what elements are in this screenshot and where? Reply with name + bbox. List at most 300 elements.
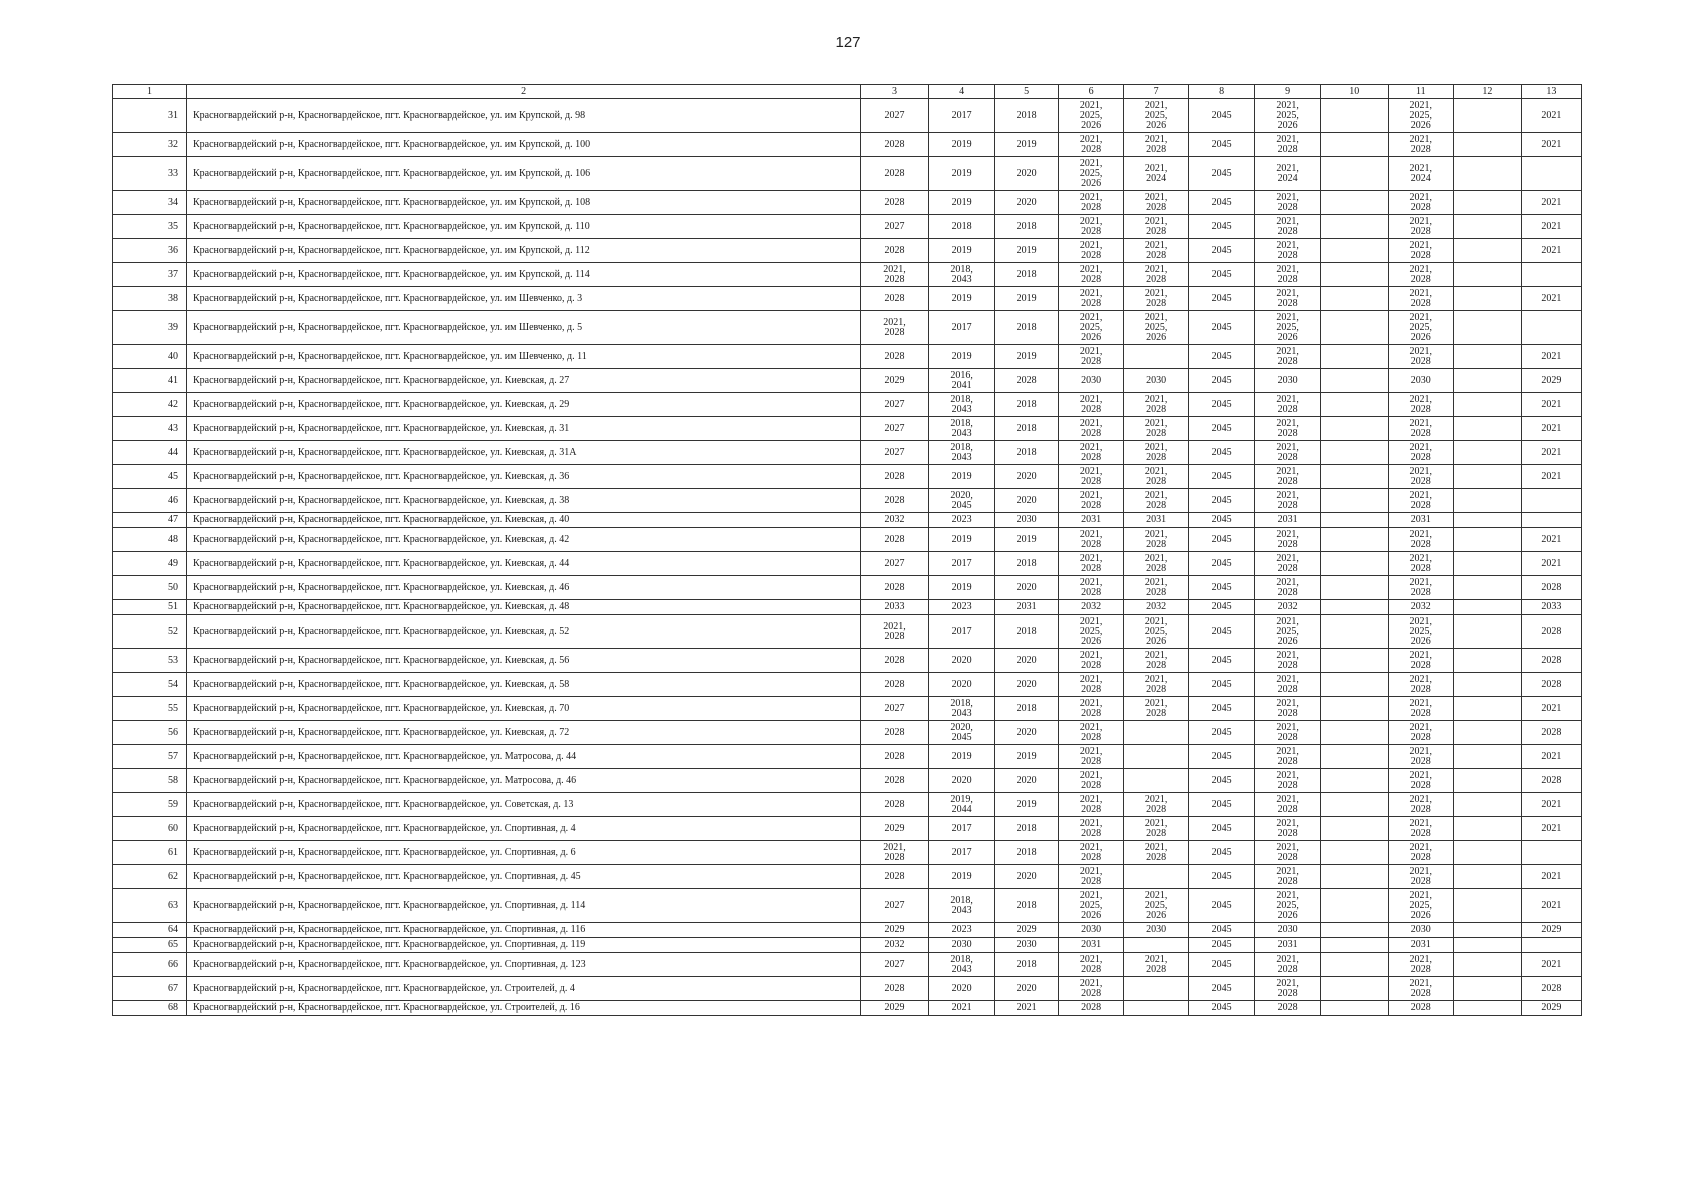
- year-cell: 2045: [1188, 191, 1255, 215]
- table-row: [113, 369, 1582, 393]
- address-cell: Красногвардейский р-н, Красногвардейское, пгт. Красногвардейское, ул. Киевская, д. 48: [186, 600, 860, 615]
- year-cell: 2028: [861, 191, 929, 215]
- year-cell: 2021, 2028: [1388, 528, 1454, 552]
- table-row: [113, 99, 1582, 133]
- year-cell: [1320, 369, 1388, 393]
- year-cell: 2020: [995, 977, 1058, 1001]
- year-cell: 2021: [995, 1001, 1058, 1016]
- row-number: 44: [113, 441, 187, 465]
- year-cell: 2021: [1521, 552, 1581, 576]
- table-row: [113, 287, 1582, 311]
- year-cell: 2016, 2041: [928, 369, 995, 393]
- year-cell: 2021, 2028: [1124, 489, 1188, 513]
- year-cell: [1521, 489, 1581, 513]
- year-cell: 2021, 2028: [1388, 817, 1454, 841]
- year-cell: 2028: [1058, 1001, 1124, 1016]
- year-cell: 2021, 2028: [1124, 239, 1188, 263]
- table-row: [113, 649, 1582, 673]
- year-cell: 2021, 2028: [1255, 953, 1321, 977]
- address-cell: Красногвардейский р-н, Красногвардейское, пгт. Красногвардейское, ул. Спортивная, д. 4: [186, 817, 860, 841]
- year-cell: 2018, 2043: [928, 393, 995, 417]
- address-cell: Красногвардейский р-н, Красногвардейское, пгт. Красногвардейское, ул. им Крупской, д. 114: [186, 263, 860, 287]
- address-cell: Красногвардейский р-н, Красногвардейское, пгт. Красногвардейское, ул. Киевская, д. 70: [186, 697, 860, 721]
- year-cell: [1454, 817, 1522, 841]
- year-cell: 2021, 2028: [1388, 552, 1454, 576]
- year-cell: 2021, 2028: [1255, 721, 1321, 745]
- year-cell: 2021: [1521, 417, 1581, 441]
- year-cell: 2017: [928, 99, 995, 133]
- year-cell: 2021: [1521, 889, 1581, 923]
- year-cell: [1454, 465, 1522, 489]
- column-header: 7: [1124, 85, 1188, 99]
- table-row: [113, 239, 1582, 263]
- year-cell: 2021, 2028: [1388, 441, 1454, 465]
- year-cell: 2021, 2028: [1255, 133, 1321, 157]
- year-cell: 2021, 2028: [1124, 215, 1188, 239]
- year-cell: 2033: [861, 600, 929, 615]
- year-cell: 2021, 2028: [1255, 239, 1321, 263]
- table-row: [113, 793, 1582, 817]
- row-number: 48: [113, 528, 187, 552]
- year-cell: [1454, 721, 1522, 745]
- row-number: 52: [113, 615, 187, 649]
- year-cell: 2020: [995, 673, 1058, 697]
- year-cell: 2028: [1521, 673, 1581, 697]
- table-row: [113, 465, 1582, 489]
- year-cell: 2021, 2028: [1255, 489, 1321, 513]
- year-cell: 2045: [1188, 263, 1255, 287]
- year-cell: 2028: [1521, 649, 1581, 673]
- year-cell: [1320, 393, 1388, 417]
- year-cell: [1320, 977, 1388, 1001]
- year-cell: 2021, 2028: [1388, 865, 1454, 889]
- year-cell: 2021, 2025, 2026: [1124, 889, 1188, 923]
- year-cell: 2028: [1521, 615, 1581, 649]
- year-cell: 2021, 2028: [1255, 697, 1321, 721]
- year-cell: 2021, 2025, 2026: [1255, 889, 1321, 923]
- year-cell: 2021, 2028: [1255, 576, 1321, 600]
- year-cell: 2045: [1188, 369, 1255, 393]
- year-cell: 2045: [1188, 552, 1255, 576]
- address-cell: Красногвардейский р-н, Красногвардейское, пгт. Красногвардейское, ул. Спортивная, д. 114: [186, 889, 860, 923]
- year-cell: [1320, 345, 1388, 369]
- year-cell: [1454, 287, 1522, 311]
- year-cell: [1320, 311, 1388, 345]
- year-cell: [1320, 263, 1388, 287]
- year-cell: 2021, 2028: [1058, 417, 1124, 441]
- year-cell: [1521, 513, 1581, 528]
- year-cell: 2045: [1188, 287, 1255, 311]
- row-number: 43: [113, 417, 187, 441]
- row-number: 45: [113, 465, 187, 489]
- year-cell: [1320, 576, 1388, 600]
- address-cell: Красногвардейский р-н, Красногвардейское, пгт. Красногвардейское, ул. им Крупской, д. 106: [186, 157, 860, 191]
- table-row: [113, 528, 1582, 552]
- year-cell: [1124, 721, 1188, 745]
- year-cell: 2021, 2028: [1388, 576, 1454, 600]
- year-cell: [1320, 769, 1388, 793]
- year-cell: 2045: [1188, 417, 1255, 441]
- year-cell: 2031: [1058, 513, 1124, 528]
- year-cell: 2021, 2024: [1388, 157, 1454, 191]
- year-cell: [1320, 239, 1388, 263]
- table-row: [113, 157, 1582, 191]
- year-cell: 2021, 2028: [1058, 393, 1124, 417]
- year-cell: 2018, 2043: [928, 263, 995, 287]
- year-cell: 2021, 2024: [1124, 157, 1188, 191]
- year-cell: 2018: [995, 441, 1058, 465]
- year-cell: 2018: [995, 953, 1058, 977]
- year-cell: 2018, 2043: [928, 697, 995, 721]
- year-cell: 2021, 2028: [1058, 841, 1124, 865]
- year-cell: 2021, 2028: [1058, 865, 1124, 889]
- column-header: 4: [928, 85, 995, 99]
- year-cell: 2032: [1255, 600, 1321, 615]
- row-number: 35: [113, 215, 187, 239]
- year-cell: [1454, 417, 1522, 441]
- column-header: 12: [1454, 85, 1522, 99]
- row-number: 55: [113, 697, 187, 721]
- address-cell: Красногвардейский р-н, Красногвардейское, пгт. Красногвардейское, ул. Киевская, д. 46: [186, 576, 860, 600]
- year-cell: 2021, 2028: [1124, 263, 1188, 287]
- row-number: 54: [113, 673, 187, 697]
- year-cell: 2021: [1521, 393, 1581, 417]
- year-cell: 2045: [1188, 311, 1255, 345]
- year-cell: 2029: [995, 923, 1058, 938]
- address-cell: Красногвардейский р-н, Красногвардейское, пгт. Красногвардейское, ул. Советская, д. 13: [186, 793, 860, 817]
- row-number: 42: [113, 393, 187, 417]
- row-number: 38: [113, 287, 187, 311]
- year-cell: [1320, 441, 1388, 465]
- year-cell: 2030: [1388, 369, 1454, 393]
- row-number: 33: [113, 157, 187, 191]
- year-cell: 2021, 2028: [1058, 263, 1124, 287]
- year-cell: [1124, 745, 1188, 769]
- table-row: [113, 345, 1582, 369]
- address-cell: Красногвардейский р-н, Красногвардейское, пгт. Красногвардейское, ул. им Крупской, д. 110: [186, 215, 860, 239]
- year-cell: 2030: [995, 938, 1058, 953]
- year-cell: 2017: [928, 552, 995, 576]
- table-row: [113, 1001, 1582, 1016]
- year-cell: 2021, 2028: [1255, 552, 1321, 576]
- year-cell: 2030: [1124, 923, 1188, 938]
- year-cell: 2021, 2028: [1388, 649, 1454, 673]
- column-header: 1: [113, 85, 187, 99]
- year-cell: 2021, 2028: [1255, 841, 1321, 865]
- year-cell: 2030: [1124, 369, 1188, 393]
- year-cell: 2045: [1188, 513, 1255, 528]
- header-row: [113, 85, 1582, 99]
- year-cell: 2019: [928, 745, 995, 769]
- year-cell: 2045: [1188, 441, 1255, 465]
- year-cell: 2045: [1188, 793, 1255, 817]
- year-cell: 2028: [1388, 1001, 1454, 1016]
- year-cell: 2028: [995, 369, 1058, 393]
- year-cell: 2021: [1521, 239, 1581, 263]
- year-cell: [1454, 977, 1522, 1001]
- year-cell: 2045: [1188, 977, 1255, 1001]
- year-cell: 2020: [995, 721, 1058, 745]
- year-cell: 2021, 2028: [1388, 673, 1454, 697]
- year-cell: 2021, 2028: [861, 311, 929, 345]
- year-cell: 2021, 2028: [1388, 769, 1454, 793]
- year-cell: 2021: [1521, 133, 1581, 157]
- year-cell: [1454, 953, 1522, 977]
- year-cell: 2021, 2025, 2026: [1058, 889, 1124, 923]
- year-cell: 2021, 2028: [1255, 817, 1321, 841]
- year-cell: [1124, 1001, 1188, 1016]
- year-cell: 2021, 2028: [1255, 769, 1321, 793]
- address-cell: Красногвардейский р-н, Красногвардейское, пгт. Красногвардейское, ул. Киевская, д. 58: [186, 673, 860, 697]
- table-row: [113, 489, 1582, 513]
- year-cell: [1454, 311, 1522, 345]
- year-cell: 2031: [1124, 513, 1188, 528]
- year-cell: 2021, 2028: [1058, 649, 1124, 673]
- year-cell: 2021, 2028: [1388, 697, 1454, 721]
- address-cell: Красногвардейский р-н, Красногвардейское, пгт. Красногвардейское, ул. Киевская, д. 31: [186, 417, 860, 441]
- year-cell: [1320, 287, 1388, 311]
- year-cell: 2021, 2028: [1255, 977, 1321, 1001]
- year-cell: 2021, 2028: [1388, 215, 1454, 239]
- column-header: 5: [995, 85, 1058, 99]
- row-number: 61: [113, 841, 187, 865]
- year-cell: 2021, 2028: [1388, 287, 1454, 311]
- year-cell: 2045: [1188, 528, 1255, 552]
- year-cell: [1320, 923, 1388, 938]
- year-cell: 2020: [995, 769, 1058, 793]
- year-cell: 2021, 2028: [1255, 287, 1321, 311]
- year-cell: 2021, 2028: [1388, 133, 1454, 157]
- year-cell: 2021, 2028: [1388, 977, 1454, 1001]
- year-cell: 2021: [928, 1001, 995, 1016]
- year-cell: 2020: [995, 489, 1058, 513]
- year-cell: 2019: [928, 865, 995, 889]
- year-cell: [1454, 263, 1522, 287]
- year-cell: 2028: [1521, 977, 1581, 1001]
- year-cell: 2021, 2028: [1255, 393, 1321, 417]
- year-cell: 2018: [995, 552, 1058, 576]
- year-cell: [1320, 489, 1388, 513]
- year-cell: 2021, 2025, 2026: [1388, 889, 1454, 923]
- year-cell: 2021, 2028: [1388, 721, 1454, 745]
- row-number: 62: [113, 865, 187, 889]
- year-cell: 2021, 2028: [1124, 441, 1188, 465]
- year-cell: 2021, 2028: [1124, 817, 1188, 841]
- year-cell: 2028: [861, 977, 929, 1001]
- year-cell: 2031: [1388, 938, 1454, 953]
- table-row: [113, 817, 1582, 841]
- table-row: [113, 938, 1582, 953]
- year-cell: 2030: [1255, 369, 1321, 393]
- year-cell: 2021, 2028: [1255, 673, 1321, 697]
- year-cell: [1320, 99, 1388, 133]
- year-cell: 2021, 2028: [1124, 841, 1188, 865]
- year-cell: 2019: [928, 528, 995, 552]
- address-cell: Красногвардейский р-н, Красногвардейское, пгт. Красногвардейское, ул. Спортивная, д. 123: [186, 953, 860, 977]
- year-cell: 2020: [995, 649, 1058, 673]
- address-cell: Красногвардейский р-н, Красногвардейское, пгт. Красногвардейское, ул. Киевская, д. 29: [186, 393, 860, 417]
- year-cell: 2019: [995, 287, 1058, 311]
- year-cell: 2030: [928, 938, 995, 953]
- year-cell: 2021, 2028: [1058, 721, 1124, 745]
- row-number: 50: [113, 576, 187, 600]
- table-row: [113, 953, 1582, 977]
- year-cell: 2019: [928, 287, 995, 311]
- year-cell: 2021, 2028: [1388, 489, 1454, 513]
- year-cell: 2045: [1188, 649, 1255, 673]
- row-number: 37: [113, 263, 187, 287]
- year-cell: 2019: [928, 345, 995, 369]
- year-cell: [1320, 552, 1388, 576]
- year-cell: [1320, 215, 1388, 239]
- table-row: [113, 977, 1582, 1001]
- table-row: [113, 745, 1582, 769]
- year-cell: [1454, 99, 1522, 133]
- year-cell: 2020: [928, 769, 995, 793]
- year-cell: 2028: [861, 576, 929, 600]
- table-row: [113, 311, 1582, 345]
- address-cell: Красногвардейский р-н, Красногвардейское, пгт. Красногвардейское, ул. Спортивная, д. 119: [186, 938, 860, 953]
- year-cell: 2021, 2028: [1058, 953, 1124, 977]
- year-cell: 2045: [1188, 953, 1255, 977]
- year-cell: 2021, 2028: [1388, 417, 1454, 441]
- table-body: [113, 99, 1582, 1016]
- year-cell: 2021: [1521, 953, 1581, 977]
- year-cell: 2021, 2028: [1124, 673, 1188, 697]
- year-cell: [1454, 600, 1522, 615]
- year-cell: 2018: [995, 841, 1058, 865]
- year-cell: 2021, 2028: [1255, 865, 1321, 889]
- year-cell: 2021, 2028: [1058, 191, 1124, 215]
- year-cell: 2021, 2028: [1388, 953, 1454, 977]
- table-row: [113, 215, 1582, 239]
- year-cell: 2045: [1188, 489, 1255, 513]
- year-cell: 2018: [995, 615, 1058, 649]
- year-cell: 2029: [861, 923, 929, 938]
- year-cell: [1454, 528, 1522, 552]
- year-cell: 2021: [1521, 817, 1581, 841]
- column-header: 10: [1320, 85, 1388, 99]
- year-cell: [1454, 1001, 1522, 1016]
- year-cell: 2021: [1521, 215, 1581, 239]
- year-cell: 2045: [1188, 157, 1255, 191]
- row-number: 57: [113, 745, 187, 769]
- year-cell: 2021, 2025, 2026: [1124, 615, 1188, 649]
- address-cell: Красногвардейский р-н, Красногвардейское, пгт. Красногвардейское, ул. им Крупской, д. 108: [186, 191, 860, 215]
- year-cell: 2021, 2028: [1058, 133, 1124, 157]
- year-cell: 2029: [1521, 923, 1581, 938]
- row-number: 31: [113, 99, 187, 133]
- row-number: 47: [113, 513, 187, 528]
- year-cell: 2020: [995, 865, 1058, 889]
- year-cell: 2021, 2028: [1255, 345, 1321, 369]
- year-cell: 2027: [861, 417, 929, 441]
- table-row: [113, 393, 1582, 417]
- row-number: 40: [113, 345, 187, 369]
- year-cell: 2045: [1188, 345, 1255, 369]
- year-cell: 2028: [861, 528, 929, 552]
- year-cell: 2021, 2028: [1058, 697, 1124, 721]
- year-cell: [1454, 489, 1522, 513]
- row-number: 67: [113, 977, 187, 1001]
- year-cell: 2045: [1188, 576, 1255, 600]
- year-cell: 2032: [861, 938, 929, 953]
- year-cell: [1320, 133, 1388, 157]
- year-cell: [1454, 157, 1522, 191]
- table-row: [113, 441, 1582, 465]
- year-cell: 2021, 2028: [1388, 345, 1454, 369]
- year-cell: 2021, 2025, 2026: [1058, 99, 1124, 133]
- year-cell: 2020: [928, 649, 995, 673]
- year-cell: 2032: [1388, 600, 1454, 615]
- year-cell: [1454, 649, 1522, 673]
- column-header: 9: [1255, 85, 1321, 99]
- year-cell: 2021: [1521, 865, 1581, 889]
- year-cell: 2031: [1255, 938, 1321, 953]
- year-cell: 2028: [861, 745, 929, 769]
- year-cell: 2021: [1521, 287, 1581, 311]
- row-number: 41: [113, 369, 187, 393]
- year-cell: 2045: [1188, 673, 1255, 697]
- address-cell: Красногвардейский р-н, Красногвардейское, пгт. Красногвардейское, ул. Спортивная, д. 116: [186, 923, 860, 938]
- year-cell: [1454, 441, 1522, 465]
- year-cell: 2017: [928, 615, 995, 649]
- address-cell: Красногвардейский р-н, Красногвардейское, пгт. Красногвардейское, ул. Киевская, д. 31А: [186, 441, 860, 465]
- year-cell: 2021, 2025, 2026: [1388, 615, 1454, 649]
- year-cell: 2019: [995, 528, 1058, 552]
- year-cell: 2021, 2025, 2026: [1058, 311, 1124, 345]
- column-header: 13: [1521, 85, 1581, 99]
- year-cell: [1454, 841, 1522, 865]
- year-cell: [1454, 697, 1522, 721]
- year-cell: 2021, 2025, 2026: [1124, 99, 1188, 133]
- year-cell: 2027: [861, 215, 929, 239]
- row-number: 34: [113, 191, 187, 215]
- year-cell: 2021, 2028: [1058, 441, 1124, 465]
- row-number: 39: [113, 311, 187, 345]
- column-header: 8: [1188, 85, 1255, 99]
- year-cell: 2045: [1188, 393, 1255, 417]
- year-cell: 2021, 2028: [1124, 649, 1188, 673]
- year-cell: 2021, 2028: [1124, 393, 1188, 417]
- year-cell: 2019: [928, 191, 995, 215]
- year-cell: 2030: [1388, 923, 1454, 938]
- year-cell: 2031: [1388, 513, 1454, 528]
- year-cell: 2021, 2025, 2026: [1255, 311, 1321, 345]
- year-cell: 2018: [995, 889, 1058, 923]
- year-cell: 2018: [995, 417, 1058, 441]
- year-cell: [1320, 817, 1388, 841]
- year-cell: [1320, 649, 1388, 673]
- year-cell: 2021: [1521, 745, 1581, 769]
- year-cell: [1454, 615, 1522, 649]
- year-cell: 2029: [1521, 1001, 1581, 1016]
- year-cell: 2018: [995, 99, 1058, 133]
- year-cell: [1320, 417, 1388, 441]
- year-cell: [1124, 938, 1188, 953]
- year-cell: 2045: [1188, 923, 1255, 938]
- year-cell: 2019: [928, 576, 995, 600]
- table-container: [112, 84, 1582, 1016]
- year-cell: 2021, 2025, 2026: [1058, 157, 1124, 191]
- year-cell: [1454, 576, 1522, 600]
- year-cell: 2021, 2028: [1255, 649, 1321, 673]
- year-cell: 2028: [861, 133, 929, 157]
- year-cell: 2018: [995, 311, 1058, 345]
- year-cell: 2045: [1188, 745, 1255, 769]
- year-cell: 2021, 2028: [1058, 465, 1124, 489]
- table-row: [113, 417, 1582, 441]
